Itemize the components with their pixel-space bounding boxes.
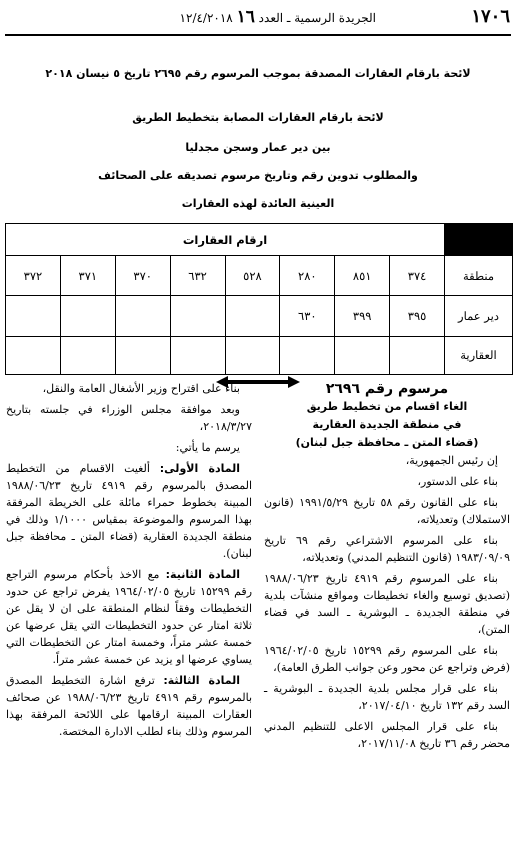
table-column-header: ارقام العقارات [6,224,445,256]
article-label: المادة الثالثة: [163,674,240,687]
article-1 [6,460,252,562]
gazette-name: الجريدة الرسمية ـ العدد [258,11,376,25]
issue-date: ١٢/٤/٢٠١٨ [179,11,233,25]
table-cell: ٣٧١ [60,256,115,296]
table-cell [170,336,225,374]
table-cell [115,296,170,336]
decree-right-column [264,380,510,756]
header-rule [5,34,511,36]
table-cell [335,336,390,374]
table-cell: ٨٥١ [335,256,390,296]
preamble-paragraph: وبعد موافقة مجلس الوزراء في جلسته بتاريخ ٢٠١٨/٣/٢٧، [6,403,252,433]
table-row [6,336,513,374]
table-cell [60,336,115,374]
page-number: ١٧٠٦ [471,6,510,27]
decree-number: مرسوم رقم ٢٦٩٦ [325,381,449,397]
article-2 [6,566,252,668]
table-cell: ٢٨٠ [280,256,335,296]
table-cell [280,336,335,374]
table-row [6,296,513,336]
enactment-clause: يرسم ما يأتي: [175,441,240,454]
article-text: ألغيت الاقسام من التخطيط المصدق بالمرسوم رقم ٤٩١٩ تاريخ ١٩٨٨/٠٦/٢٣ المبينة بخطوط حمراء مائلة على الخريطة المرفقة بهذا المرسوم والموضوعة بمقياس ١/١٠٠٠ وذلك في منطقة الجديدة العقارية (قضاء المتن ـ محافظة جبل لبنان). [6,462,252,560]
parcel-table [5,223,513,375]
decree-title-3: (قضاء المتن ـ محافظة جبل لبنان) [295,436,479,449]
article-text: ترفع اشارة التخطيط المصدق بالمرسوم رقم ٤٩١٩ تاريخ ١٩٨٨/٠٦/٢٣ عن صحائف العقارات المبينة ارقامها على اللائحة المرفقة بهذا المرسوم وذلك بناء لطلب الادارة المختصة. [6,674,253,738]
issue-number: ١٦ [236,7,255,27]
table-cell: ٣٩٥ [390,296,445,336]
list-subtitle-4: العينية العائدة لهذه العقارات [181,197,335,210]
table-cell [225,336,280,374]
table-cell [225,296,280,336]
table-cell: ٣٧٤ [390,256,445,296]
preamble-paragraph: بناء على قرار مجلس بلدية الجديدة ـ البوشرية ـ السد رقم ١٣٢ تاريخ ٢٠١٧/٠٤/١٠، [264,682,510,712]
decree-heading [264,380,510,452]
table-cell: ٥٢٨ [225,256,280,296]
table-row [6,256,513,296]
table-cell: ٣٧٢ [6,256,61,296]
table-corner [445,224,513,256]
table-cell: ٦٣٠ [280,296,335,336]
list-title: لائحة بارقام العقارات المصدقة بموجب المرسوم رقم ٢٦٩٥ تاريخ ٥ نيسان ٢٠١٨ [45,67,471,80]
preamble-paragraph: بناء على المرسوم الاشتراعي رقم ٦٩ تاريخ ١٩٨٣/٠٩/٠٩ (قانون التنظيم المدني) وتعديلاته، [264,534,510,564]
row-label: منطقة [445,256,513,296]
list-subtitle-2: بين دير عمار وسجن مجدليا [185,141,331,154]
list-subtitle-3: والمطلوب تدوين رقم وتاريخ مرسوم تصديقه على الصحائف [98,169,418,182]
preamble-paragraph: بناء على الدستور، [417,475,498,488]
table-cell [115,336,170,374]
decree-title-1: الغاء اقسام من تخطيط طريق [306,400,468,413]
article-label: المادة الثانية: [165,568,240,581]
article-3 [6,672,252,740]
row-label: العقارية [445,336,513,374]
preamble-paragraph: بناء على القانون رقم ٥٨ تاريخ ١٩٩١/٥/٢٩ (قانون الاستملاك) وتعديلاته، [264,496,510,526]
row-label: دير عمار [445,296,513,336]
table-cell [6,296,61,336]
preamble-paragraph: بناء على اقتراح وزير الأشغال العامة والنقل، [42,382,240,395]
article-label: المادة الأولى: [159,462,240,475]
preamble-paragraph: بناء على المرسوم رقم ٤٩١٩ تاريخ ١٩٨٨/٠٦/٢٣ (تصديق توسيع والغاء تخطيطات ومواقع منشآت بلدية في منطقة الجديدة ـ البوشرية ـ السد في قضاء المتن)، [264,572,510,636]
decree-title-2: في منطقة الجديدة العقارية [312,418,462,431]
running-header [180,7,376,27]
table-cell: ٣٧٠ [115,256,170,296]
table-cell [6,336,61,374]
preamble-paragraph: بناء على قرار المجلس الاعلى للتنظيم المدني محضر رقم ٣٦ تاريخ ٢٠١٧/١١/٠٨، [264,720,510,750]
article-text: مع الاخذ بأحكام مرسوم التراجع رقم ١٥٢٩٩ تاريخ ١٩٦٤/٠٢/٠٥ يفرض تراجع عن حدود التخطيطات وفقاً لنظام المنطقة على ان لا يقل عن ثلاثة امتار عن حدود التخطيطات التي يقل عرضها عن خمسة عشر متراً، وخمسة امتار عن التخطيطات التي يساوي عرضها او يزيد عن خمسة عشر متراً. [6,568,253,666]
preamble-paragraph: بناء على المرسوم رقم ١٥٢٩٩ تاريخ ١٩٦٤/٠٢/٠٥ (فرض وتراجع عن محور وعن جوانب الطرق العامة)، [264,644,510,674]
table-cell [60,296,115,336]
table-cell [390,336,445,374]
table-cell: ٦٣٢ [170,256,225,296]
table-cell [170,296,225,336]
table-cell: ٣٩٩ [335,296,390,336]
decree-left-column [6,380,252,744]
list-subtitle-1: لائحة بارقام العقارات المصابة بتخطيط الطريق [132,111,384,124]
preamble-paragraph: إن رئيس الجمهورية، [405,454,498,467]
